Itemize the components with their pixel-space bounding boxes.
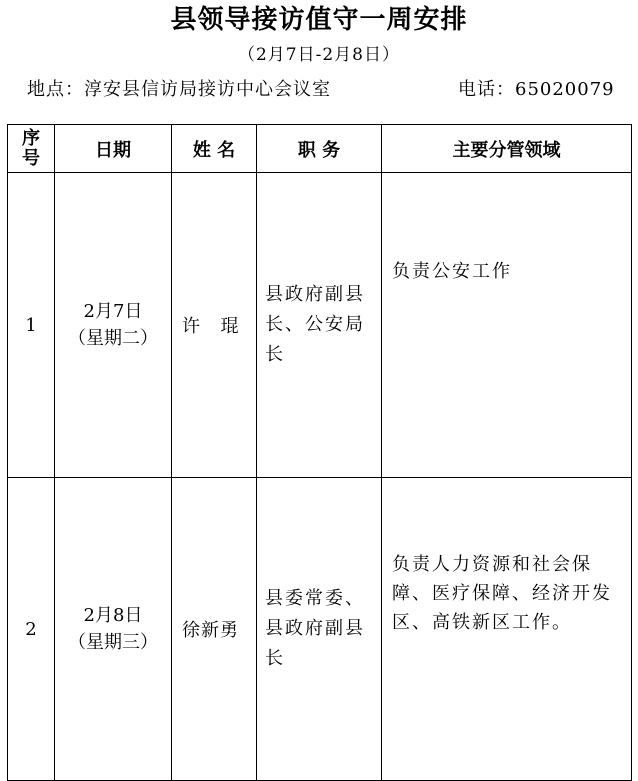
row-duty: 县委常委、县政府副县长 [257, 478, 382, 781]
column-header-seq [8, 125, 55, 173]
row-seq: 1 [8, 173, 55, 478]
row-duty: 县政府副县长、公安局长 [257, 173, 382, 478]
page-title: 县领导接访值守一周安排 [170, 5, 468, 35]
row-date: 2月8日 [83, 605, 143, 626]
table-row [8, 173, 632, 478]
date-range-subtitle: （2月7日-2月8日） [237, 45, 400, 65]
column-header-name: 姓 名 [172, 125, 257, 173]
table-header-row [8, 125, 632, 173]
row-weekday: （星期三） [68, 632, 158, 653]
phone-text: 电话：65020079 [458, 79, 615, 100]
row-name: 许 琨 [172, 173, 257, 478]
table-row [8, 478, 632, 781]
row-seq: 2 [8, 478, 55, 781]
location-text: 地点：淳安县信访局接访中心会议室 [27, 79, 331, 100]
schedule-table [7, 124, 632, 781]
row-area: 负责人力资源和社会保障、医疗保障、经济开发区、高铁新区工作。 [382, 478, 632, 781]
column-header-duty: 职 务 [257, 125, 382, 173]
row-date: 2月7日 [83, 301, 143, 322]
column-header-area: 主要分管领域 [382, 125, 632, 173]
row-area: 负责公安工作 [382, 173, 632, 478]
row-name: 徐新勇 [172, 478, 257, 781]
row-date-cell [55, 478, 172, 781]
column-header-seq-label: 序号 [22, 127, 40, 169]
row-date-cell [55, 173, 172, 478]
row-weekday: （星期二） [68, 328, 158, 349]
column-header-date: 日期 [55, 125, 172, 173]
